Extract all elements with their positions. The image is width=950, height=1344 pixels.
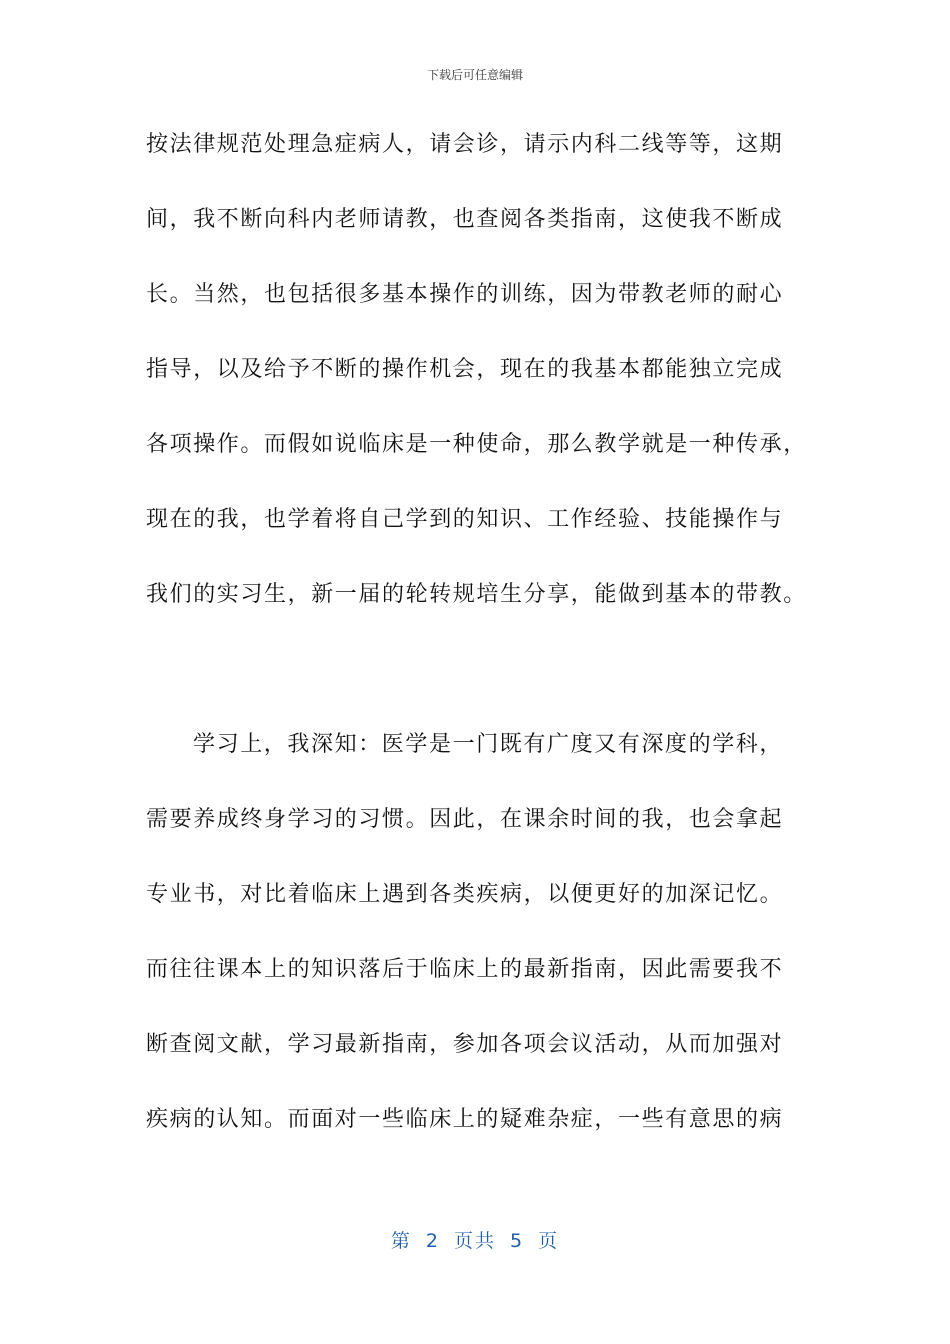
text-line: 疾病的认知。而面对一些临床上的疑难杂症，一些有意思的病 xyxy=(146,1107,784,1132)
page-header-note: 下载后可任意编辑 xyxy=(426,68,523,82)
page-number-footer: 第 2 页共 5 页 xyxy=(390,1230,560,1252)
text-line: 断查阅文献，学习最新指南，参加各项会议活动，从而加强对 xyxy=(146,1032,784,1057)
text-line: 指导，以及给予不断的操作机会，现在的我基本都能独立完成 xyxy=(146,357,784,382)
text-line: 学习上，我深知：医学是一门既有广度又有深度的学科， xyxy=(193,732,784,757)
text-line: 长。当然，也包括很多基本操作的训练，因为带教老师的耐心 xyxy=(146,282,784,307)
text-line: 而往往课本上的知识落后于临床上的最新指南，因此需要我不 xyxy=(146,957,784,982)
text-line: 需要养成终身学习的习惯。因此，在课余时间的我，也会拿起 xyxy=(146,807,784,832)
text-line: 我们的实习生，新一届的轮转规培生分享，能做到基本的带教。 xyxy=(146,582,807,607)
text-line: 各项操作。而假如说临床是一种使命，那么教学就是一种传承， xyxy=(146,432,807,457)
text-line: 专业书，对比着临床上遇到各类疾病，以便更好的加深记忆。 xyxy=(146,882,784,907)
text-line: 现在的我，也学着将自己学到的知识、工作经验、技能操作与 xyxy=(146,507,784,532)
text-line: 按法律规范处理急症病人，请会诊，请示内科二线等等，这期 xyxy=(146,132,784,157)
text-line: 间，我不断向科内老师请教，也查阅各类指南，这使我不断成 xyxy=(146,207,784,232)
